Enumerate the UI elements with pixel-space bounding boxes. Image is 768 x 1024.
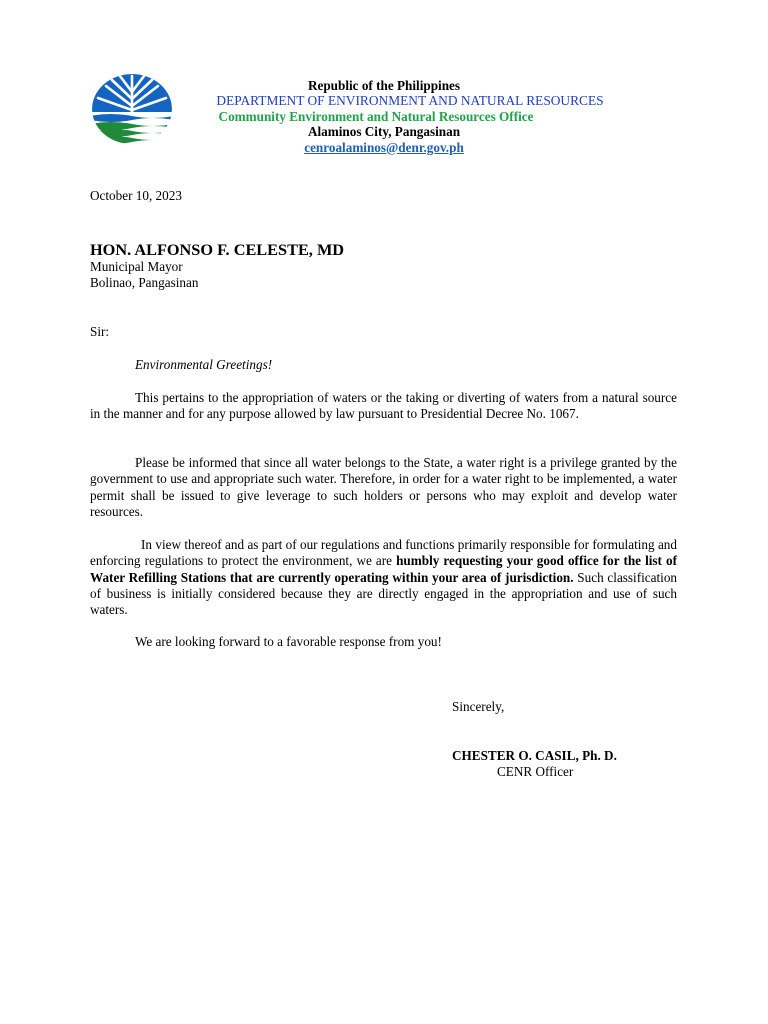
salutation: Sir: [90,324,110,339]
addressee-title: Municipal Mayor [90,259,183,274]
addressee-block [90,240,677,292]
office-city: Alaminos City, Pangasinan [307,124,461,140]
signatory-name: CHESTER O. CASIL, Ph. D. [452,748,617,763]
greeting: Environmental Greetings! [135,357,273,372]
letter-date: October 10, 2023 [90,188,182,203]
body-paragraph-1: This pertains to the appropriation of waters or the taking or diverting of waters from a natural source in the manner and for any purpose allowed by law pursuant to Presidential Decree No. 1067. [90,390,677,422]
office-heading: Community Environment and Natural Resources Office [218,108,534,124]
office-email-link[interactable]: cenroalaminos@denr.gov.ph [304,139,464,155]
letterhead [160,78,608,155]
signatory-title: CENR Officer [497,764,574,779]
body-paragraph-2: Please be informed that since all water belongs to the State, a water right is a privilege granted by the government to use and appropriate such water. Therefore, in order for a water right to be implemented, a water permit shall be issued to give leverage to such holders or persons who may exploit and develop water resources. [90,455,677,519]
paragraph-3-outro: Such classification of business is initially considered because they are directly engaged in the appropriation and use of such waters. [90,569,678,618]
paragraph-3-intro: In view thereof and as part of our regulations and functions primarily responsible for formulating and enforcing regulations to protect the environment, we are [90,537,677,569]
body-paragraph-3 [90,537,677,618]
republic-heading: Republic of the Philippines [307,78,461,93]
paragraph-3-request: humbly requesting your good office for the list of Water Refilling Stations that are currently operating within your area of jurisdiction. [90,553,677,585]
addressee-name: HON. ALFONSO F. CELESTE, MD [90,240,345,259]
body-paragraph-4: We are looking forward to a favorable response from you! [135,634,442,649]
closing: Sincerely, [452,699,505,714]
addressee-location: Bolinao, Pangasinan [90,275,199,291]
department-heading: DEPARTMENT OF ENVIRONMENT AND NATURAL RESOURCES [216,93,604,109]
